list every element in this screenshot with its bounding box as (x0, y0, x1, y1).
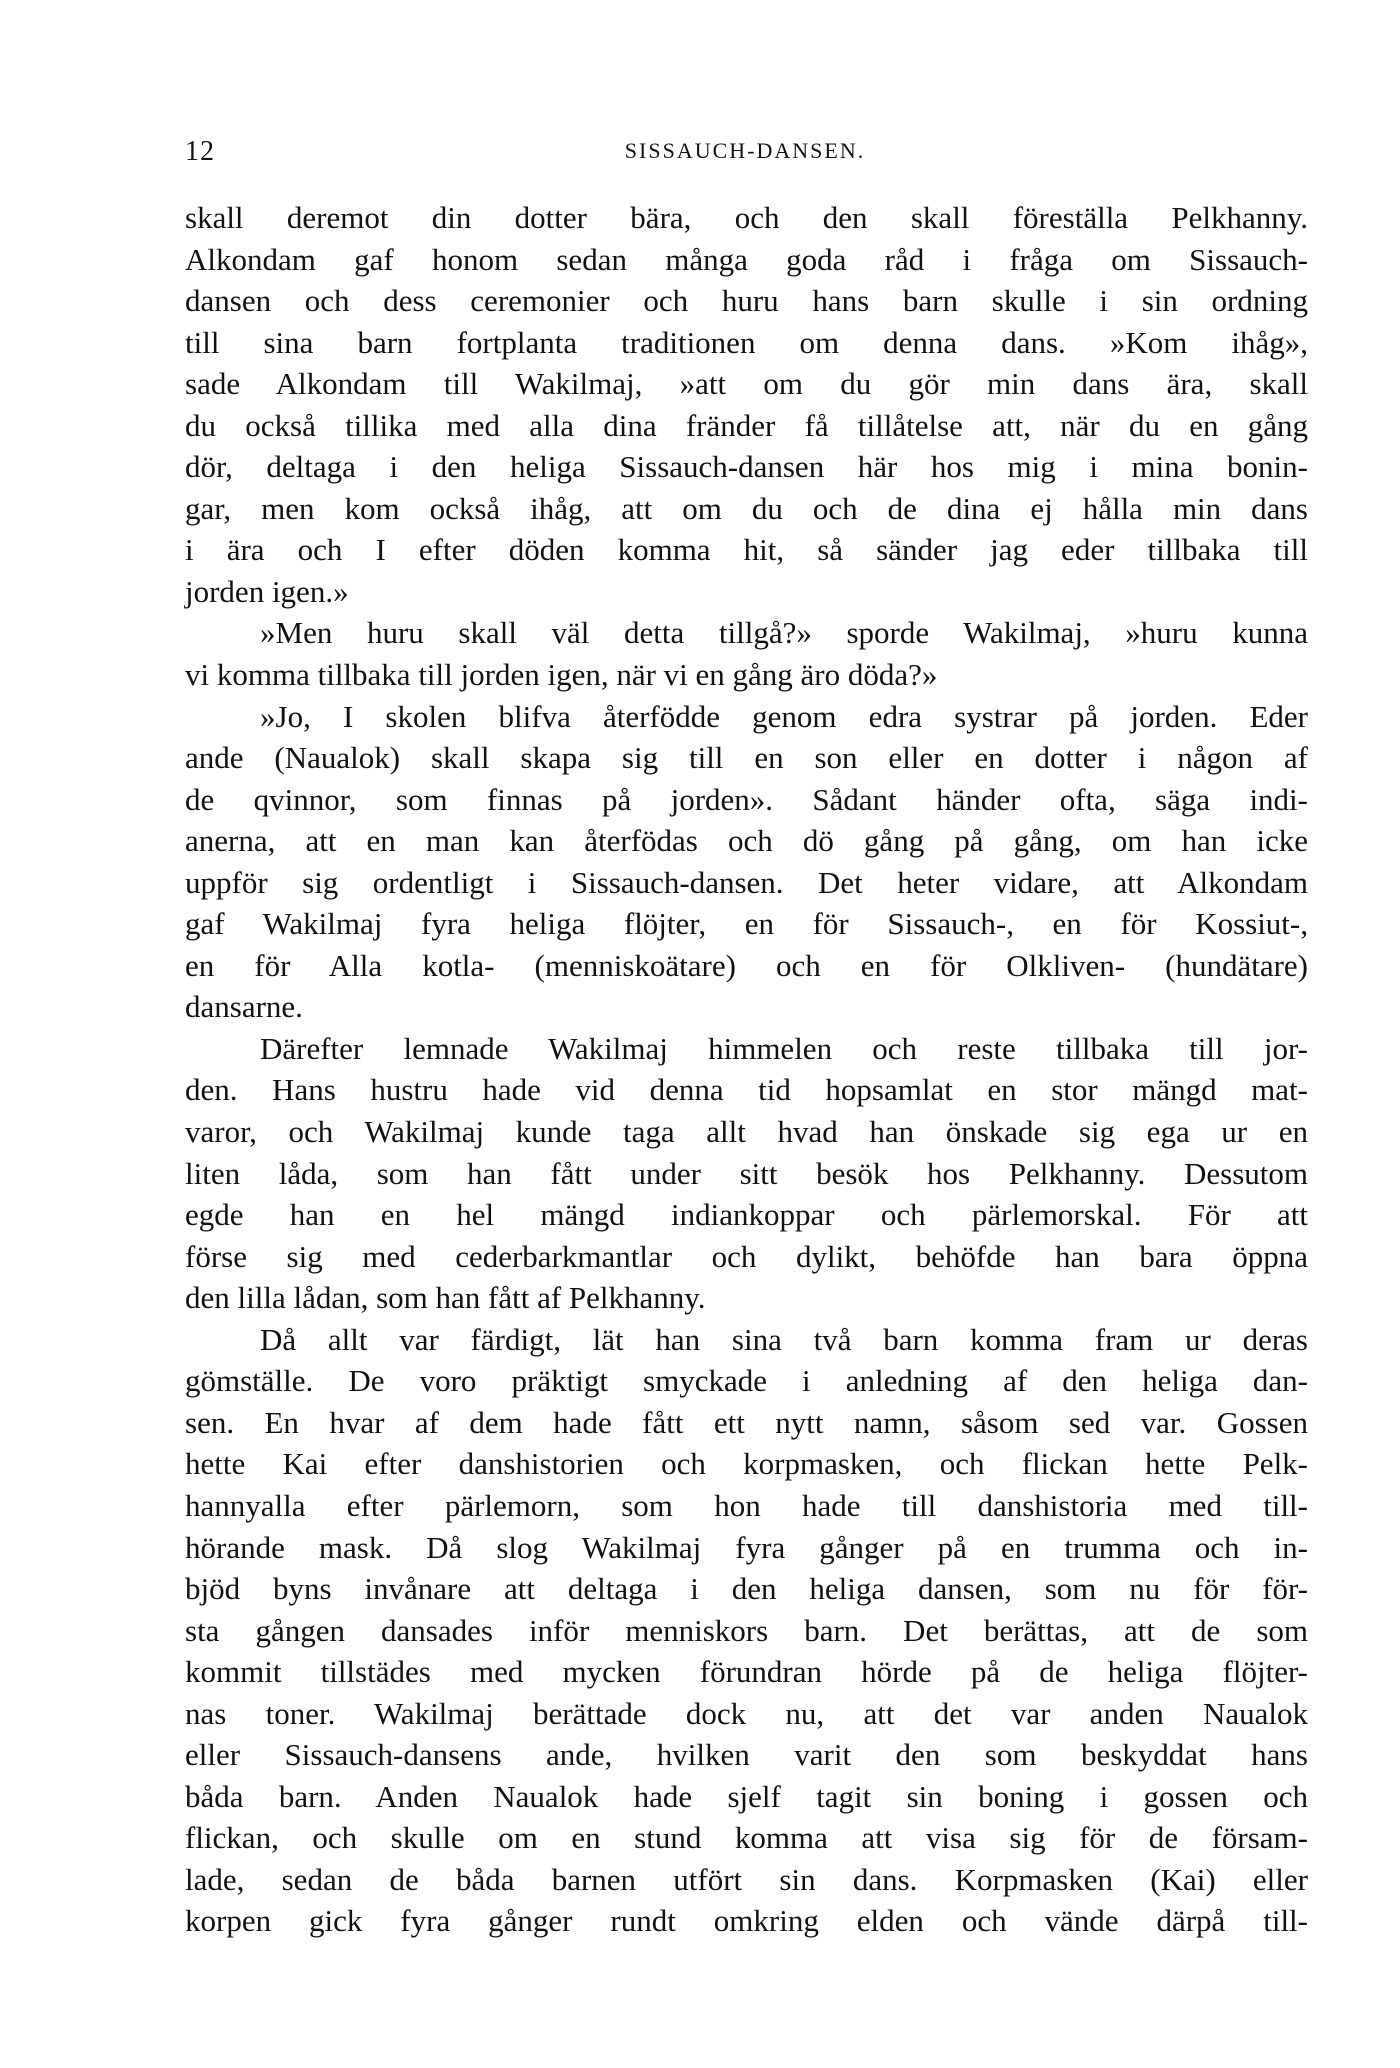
page-number: 12 (185, 136, 215, 167)
text-line: sen. En hvar af dem hade fått ett nytt namn, såsom sed var. Gossen (185, 1404, 1308, 1440)
text-line: gaf Wakilmaj fyra heliga flöjter, en för Sissauch-, en för Kossiut-, (185, 906, 1308, 942)
text-line: »Men huru skall väl detta tillgå?» sporde Wakilmaj, »huru kunna (260, 615, 1308, 651)
text-line: Då allt var färdigt, lät han sina två barn komma fram ur deras (260, 1321, 1308, 1357)
text-line: båda barn. Anden Naualok hade sjelf tagit sin boning i gossen och (185, 1778, 1308, 1814)
text-line: du också tillika med alla dina fränder få tillåtelse att, när du en gång (185, 407, 1308, 443)
text-line: de qvinnor, som finnas på jorden». Sådant händer ofta, säga indi- (185, 781, 1308, 817)
text-line: Därefter lemnade Wakilmaj himmelen och reste tillbaka till jor- (260, 1030, 1308, 1066)
text-line: varor, och Wakilmaj kunde taga allt hvad han önskade sig ega ur en (185, 1114, 1308, 1150)
text-line: hette Kai efter danshistorien och korpmasken, och flickan hette Pelk- (185, 1446, 1308, 1482)
text-line: hörande mask. Då slog Wakilmaj fyra gånger på en trumma och in- (185, 1529, 1308, 1565)
text-line: kommit tillstädes med mycken förundran hörde på de heliga flöjter- (185, 1654, 1308, 1690)
text-line: bjöd byns invånare att deltaga i den heliga dansen, som nu för för- (185, 1571, 1308, 1607)
text-line: liten låda, som han fått under sitt besök hos Pelkhanny. Dessutom (185, 1155, 1308, 1191)
text-line: den. Hans hustru hade vid denna tid hopsamlat en stor mängd mat- (185, 1072, 1308, 1108)
text-line: Alkondam gaf honom sedan många goda råd i fråga om Sissauch- (185, 241, 1308, 277)
text-line: egde han en hel mängd indiankoppar och pärlemorskal. För att (185, 1197, 1308, 1233)
text-line: dansen och dess ceremonier och huru hans barn skulle i sin ordning (185, 283, 1308, 319)
text-line: gar, men kom också ihåg, att om du och de dina ej hålla min dans (185, 490, 1308, 526)
text-line: korpen gick fyra gånger rundt omkring elden och vände därpå till- (185, 1903, 1308, 1939)
text-line: till sina barn fortplanta traditionen om denna dans. »Kom ihåg», (185, 324, 1308, 360)
text-line: lade, sedan de båda barnen utfört sin dans. Korpmasken (Kai) eller (185, 1861, 1308, 1897)
body-text (185, 197, 1308, 1942)
text-line: hannyalla efter pärlemorn, som hon hade till danshistoria med till- (185, 1487, 1308, 1523)
text-line: vi komma tillbaka till jorden igen, när vi en gång äro döda?» (185, 657, 938, 693)
text-line: en för Alla kotla- (menniskoätare) och en för Olkliven- (hundätare) (185, 947, 1308, 983)
text-line: ande (Naualok) skall skapa sig till en son eller en dotter i någon af (185, 740, 1308, 776)
running-title: SISSAUCH-DANSEN. (624, 138, 866, 163)
text-line: eller Sissauch-dansens ande, hvilken varit den som beskyddat hans (185, 1737, 1308, 1773)
text-line: jorden igen.» (185, 573, 349, 609)
text-line: sade Alkondam till Wakilmaj, »att om du gör min dans ära, skall (185, 366, 1308, 402)
text-line: den lilla lådan, som han fått af Pelkhanny. (185, 1280, 706, 1316)
text-line: sta gången dansades inför menniskors barn. Det berättas, att de som (185, 1612, 1308, 1648)
text-line: nas toner. Wakilmaj berättade dock nu, att det var anden Naualok (185, 1695, 1308, 1731)
text-line: flickan, och skulle om en stund komma att visa sig för de försam- (185, 1820, 1308, 1856)
text-line: gömställe. De voro präktigt smyckade i anledning af den heliga dan- (185, 1363, 1308, 1399)
running-head (185, 136, 1305, 176)
text-line: anerna, att en man kan återfödas och dö gång på gång, om han icke (185, 823, 1308, 859)
text-line: dansarne. (185, 989, 303, 1025)
text-line: förse sig med cederbarkmantlar och dylikt, behöfde han bara öppna (185, 1238, 1308, 1274)
text-line: i ära och I efter döden komma hit, så sänder jag eder tillbaka till (185, 532, 1308, 568)
text-line: uppför sig ordentligt i Sissauch-dansen. Det heter vidare, att Alkondam (185, 864, 1308, 900)
text-line: »Jo, I skolen blifva återfödde genom edra systrar på jorden. Eder (260, 698, 1308, 734)
text-line: skall deremot din dotter bära, och den skall föreställa Pelkhanny. (185, 200, 1308, 235)
text-line: dör, deltaga i den heliga Sissauch-dansen här hos mig i mina bonin- (185, 449, 1308, 485)
